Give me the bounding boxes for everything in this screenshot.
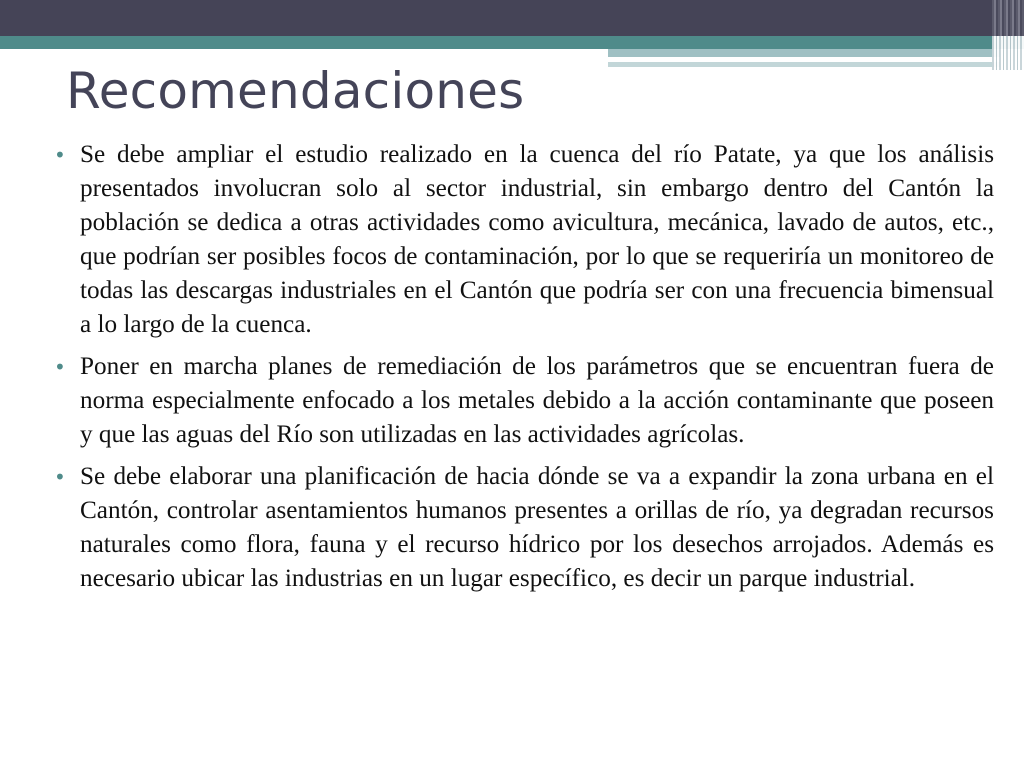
bullet-item xyxy=(50,350,994,452)
bullet-text: Se debe elaborar una planificación de hacia dónde se va a expandir la zona urbana en el Cantón, controlar asentamientos humanos presentes a orillas de río, ya degradan recursos naturales como flora, fauna y el recurso hídrico por los desechos arrojados. Además es necesario ubicar las industrias en un lugar específico, es decir un parque industrial. xyxy=(80,463,994,592)
header-dark-bar xyxy=(0,0,1024,36)
bullet-item xyxy=(50,460,994,596)
bullet-text: Poner en marcha planes de remediación de los parámetros que se encuentran fuera de norma especialmente enfocado a los metales debido a la acción contaminante que poseen y que las aguas del Río son utilizadas en las actividades agrícolas. xyxy=(80,353,994,448)
bullet-dot-icon: • xyxy=(54,465,66,489)
header-stripes-dark xyxy=(992,0,1024,36)
header-teal-bar xyxy=(0,36,1024,49)
bullet-dot-icon: • xyxy=(54,143,66,167)
slide-title: Recomendaciones xyxy=(66,62,525,120)
bullet-list xyxy=(50,138,994,604)
bullet-text: Se debe ampliar el estudio realizado en la cuenca del río Patate, ya que los análisis presentados involucran solo al sector industrial, sin embargo dentro del Cantón la población se dedica a otras actividades como avicultura, mecánica, lavado de autos, etc., que podrían ser posibles focos de contaminación, por lo que se requeriría un monitoreo de todas las descargas industriales en el Cantón que podría ser con una frecuencia bimensual a lo largo de la cuenca. xyxy=(80,141,994,338)
bullet-dot-icon: • xyxy=(54,355,66,379)
header-accent-band xyxy=(608,49,1000,57)
bullet-item xyxy=(50,138,994,342)
header-accent-band-secondary xyxy=(608,62,1000,67)
